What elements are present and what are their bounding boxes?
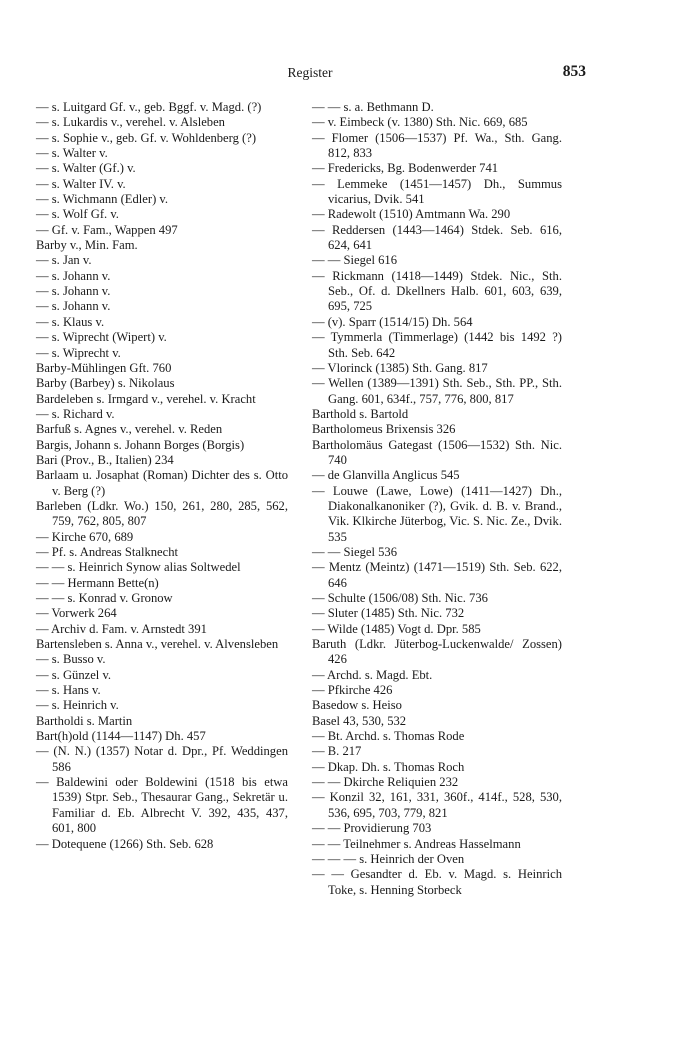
index-entry: Barfuß s. Agnes v., verehel. v. Reden <box>36 422 223 437</box>
index-entry: — (v). Sparr (1514/15) Dh. 564 <box>312 314 473 329</box>
index-entry: — Wellen (1389—1391) Sth. Seb., Sth. PP., Sth. Gang. 601, 634f., 757, 776, 800, 817 <box>312 376 562 406</box>
index-entry: — Vlorinck (1385) Sth. Gang. 817 <box>312 360 488 375</box>
index-entry: — s. Wiprecht v. <box>36 345 121 360</box>
index-entry: Barthold s. Bartold <box>312 406 409 421</box>
page-number: 853 <box>562 63 586 80</box>
index-entry: — s. Johann v. <box>36 268 111 283</box>
index-entry: — B. 217 <box>312 744 362 759</box>
index-entry: Bartensleben s. Anna v., verehel. v. Alvensleben <box>36 637 279 652</box>
index-entry: Basel 43, 530, 532 <box>312 713 407 728</box>
index-entry: Barby-Mühlingen Gft. 760 <box>36 360 172 375</box>
index-entry: — — Siegel 616 <box>312 253 398 268</box>
index-entry: — Pf. s. Andreas Stalknecht <box>36 544 179 559</box>
index-entry: — s. Günzel v. <box>36 667 112 682</box>
index-entry: Bartholomäus Gategast (1506—1532) Sth. Nic. 740 <box>312 437 562 467</box>
index-entry: — s. Walter IV. v. <box>36 176 126 191</box>
index-entry: — s. Luitgard Gf. v., geb. Bggf. v. Magd. (?) <box>36 100 262 114</box>
index-entry: — Dkap. Dh. s. Thomas Roch <box>312 759 465 774</box>
index-entry: — s. Wichmann (Edler) v. <box>36 192 169 207</box>
index-entry: — s. Richard v. <box>36 406 115 421</box>
index-entry: Bargis, Johann s. Johann Borges (Borgis) <box>36 437 245 452</box>
index-entry: Barby v., Min. Fam. <box>36 238 138 253</box>
index-entry: — s. Busso v. <box>36 652 106 667</box>
index-entry: — — s. a. Bethmann D. <box>312 100 434 114</box>
index-entry: — Lemmeke (1451—1457) Dh., Summus vicarius, Dvik. 541 <box>312 176 562 207</box>
index-entry: — — Providierung 703 <box>312 821 432 836</box>
index-entry: — s. Hans v. <box>36 683 101 698</box>
running-title: Register <box>287 65 333 80</box>
index-entry: Barlaam u. Josaphat (Roman) Dichter des s. Otto v. Berg (?) <box>36 468 288 498</box>
index-entry: — Flomer (1506—1537) Pf. Wa., Sth. Gang. 812, 833 <box>312 130 562 161</box>
index-entry: — Vorwerk 264 <box>36 606 117 621</box>
index-entry: Bart(h)old (1144—1147) Dh. 457 <box>36 729 206 744</box>
index-column-right <box>312 100 562 898</box>
index-entry: — Schulte (1506/08) Sth. Nic. 736 <box>312 591 488 605</box>
index-entry: Basedow s. Heiso <box>312 698 402 713</box>
index-entry: — s. Wiprecht (Wipert) v. <box>36 330 167 345</box>
index-entry: — — s. Heinrich Synow alias Soltwedel <box>36 560 241 575</box>
index-entry: — Baldewini oder Boldewini (1518 bis etwa 1539) Stpr. Seb., Thesaurar Gang., Sekretär u. Familiar d. Eb. Albrecht V. 392, 435, 437, 601, 800 <box>36 775 288 836</box>
index-column-left <box>36 100 288 852</box>
index-entry: — s. Sophie v., geb. Gf. v. Wohldenberg (?) <box>36 130 257 145</box>
index-entry: Barby (Barbey) s. Nikolaus <box>36 376 175 391</box>
index-entry: Bartholdi s. Martin <box>36 713 133 728</box>
index-entry: — Konzil 32, 161, 331, 360f., 414f., 528, 530, 536, 695, 703, 779, 821 <box>312 790 562 820</box>
index-entry: — Pfkirche 426 <box>312 683 393 698</box>
index-entry: — Bt. Archd. s. Thomas Rode <box>312 729 465 744</box>
index-entry: — — Hermann Bette(n) <box>36 575 159 590</box>
index-entry: — — s. Konrad v. Gronow <box>36 591 173 605</box>
index-entry: — Tymmerla (Timmerlage) (1442 bis 1492 ?) Sth. Seb. 642 <box>312 330 562 360</box>
index-entry: — v. Eimbeck (v. 1380) Sth. Nic. 669, 685 <box>312 115 528 130</box>
index-entry: — de Glanvilla Anglicus 545 <box>312 468 460 483</box>
index-entry: Bari (Prov., B., Italien) 234 <box>36 452 174 467</box>
index-entry: — s. Klaus v. <box>36 314 105 329</box>
page-header <box>0 63 700 83</box>
index-entry: Barleben (Ldkr. Wo.) 150, 261, 280, 285, 562, 759, 762, 805, 807 <box>36 498 288 529</box>
index-entry: — s. Wolf Gf. v. <box>36 207 119 222</box>
index-entry: — — Gesandter d. Eb. v. Magd. s. Heinrich Toke, s. Henning Storbeck <box>312 867 562 897</box>
index-entry: — Archiv d. Fam. v. Arnstedt 391 <box>36 621 207 636</box>
index-entry: — Radewolt (1510) Amtmann Wa. 290 <box>312 207 511 222</box>
index-entry: Bardeleben s. Irmgard v., verehel. v. Kracht <box>36 391 256 406</box>
index-entry: — s. Walter v. <box>36 146 108 161</box>
index-entry: — s. Jan v. <box>36 253 92 268</box>
index-entry: — s. Johann v. <box>36 284 111 299</box>
index-entry: — Kirche 670, 689 <box>36 529 134 544</box>
index-entry: Baruth (Ldkr. Jüterbog-Luckenwalde/ Zossen) 426 <box>312 637 562 667</box>
index-entry: — Dotequene (1266) Sth. Seb. 628 <box>36 836 214 851</box>
index-entry: — s. Walter (Gf.) v. <box>36 161 136 176</box>
index-entry: — Louwe (Lawe, Lowe) (1411—1427) Dh., Diakonalkanoniker (?), Gvik. d. B. v. Brand., Vik. Klkirche Jüterbog, Vic. S. Nic. Ze., Dvik. 535 <box>312 483 562 544</box>
index-entry: — Sluter (1485) Sth. Nic. 732 <box>312 606 465 621</box>
index-entry: — s. Heinrich v. <box>36 698 119 713</box>
index-entry: — — Siegel 536 <box>312 544 398 559</box>
index-entry: — Mentz (Meintz) (1471—1519) Sth. Seb. 622, 646 <box>312 560 562 590</box>
index-entry: — Archd. s. Magd. Ebt. <box>312 667 433 682</box>
index-entry: — — Dkirche Reliquien 232 <box>312 775 459 790</box>
index-entry: — s. Lukardis v., verehel. v. Alsleben <box>36 115 225 130</box>
index-entry: — Rickmann (1418—1449) Stdek. Nic., Sth. Seb., Of. d. Dkellners Halb. 601, 603, 639, 695, 725 <box>312 268 562 314</box>
index-entry: — s. Johann v. <box>36 299 111 314</box>
index-entry: — Wilde (1485) Vogt d. Dpr. 585 <box>312 621 481 636</box>
index-entry: — (N. N.) (1357) Notar d. Dpr., Pf. Weddingen 586 <box>36 744 288 774</box>
index-entry: — — — s. Heinrich der Oven <box>312 851 465 866</box>
index-entry: — Gf. v. Fam., Wappen 497 <box>36 222 178 237</box>
index-entry: — Fredericks, Bg. Bodenwerder 741 <box>312 161 499 176</box>
index-entry: — — Teilnehmer s. Andreas Hasselmann <box>312 836 521 851</box>
index-entry: Bartholomeus Brixensis 326 <box>312 422 456 437</box>
index-entry: — Reddersen (1443—1464) Stdek. Seb. 616, 624, 641 <box>312 222 562 253</box>
